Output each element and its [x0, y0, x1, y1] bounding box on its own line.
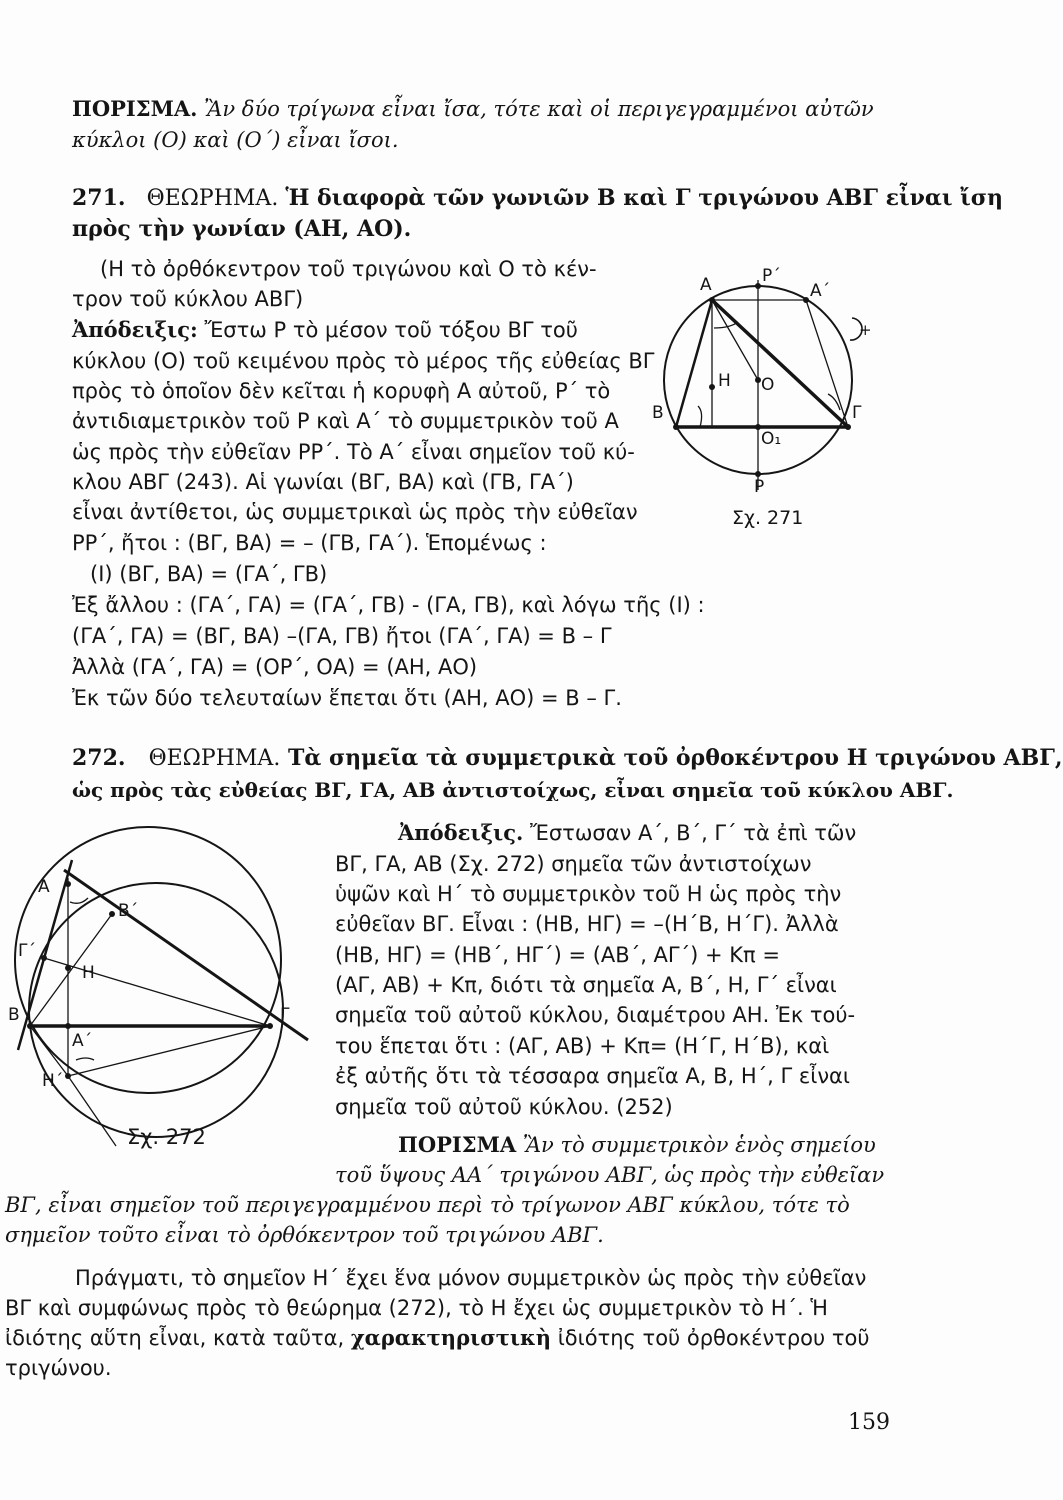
label-P1: Ρ΄: [762, 266, 781, 286]
side-ab: [676, 300, 712, 427]
altitude-cc1: [44, 958, 270, 1026]
porisma-1-line-2: κύκλοι (Ο) καὶ (Ο΄) εἶναι ἴσοι.: [72, 128, 399, 152]
theorem-272-proof-5: (ΗΒ, ΗΓ) = (ΗΒ΄, ΗΓ΄) = (ΑΒ΄, ΑΓ΄) + Κπ =: [335, 943, 780, 967]
theorem-272-proof-4: εὐθεῖαν ΒΓ. Εἶναι : (ΗΒ, ΗΓ) = –(Η΄Β, Η΄Γ). Ἀλλὰ: [335, 912, 839, 936]
page-number: 159: [848, 1410, 890, 1435]
closing-text-a: ἰδιότης αὕτη εἶναι, κατὰ ταῦτα,: [5, 1326, 345, 1350]
porisma-label: ΠΟΡΙΣΜΑ.: [72, 96, 198, 121]
porisma-label: ΠΟΡΙΣΜΑ: [398, 1132, 517, 1157]
porisma-2-line-1: [398, 1132, 876, 1158]
label-A: Α: [700, 275, 712, 295]
label-B: Β: [652, 403, 664, 423]
theorem-271-proof-2: κύκλου (Ο) τοῦ κειμένου πρὸς τὸ μέρος τῆς εὐθείας ΒΓ: [72, 349, 655, 373]
figure-271: [640, 262, 880, 530]
label-O1: Ο₁: [761, 429, 782, 449]
theorem-272-proof-2: ΒΓ, ΓΑ, ΑΒ (Σχ. 272) σημεῖα τῶν ἀντιστοίχων: [335, 852, 812, 876]
theorem-number: 272.: [72, 745, 126, 771]
theorem-label: ΘΕΩΡΗΜΑ.: [146, 186, 279, 211]
theorem-271-proof-13: Ἐκ τῶν δύο τελευταίων ἕπεται ὅτι (ΑΗ, ΑΟ) = Β – Γ.: [72, 686, 622, 710]
label-B: Β: [8, 1005, 20, 1025]
closing-line-3: [5, 1325, 870, 1351]
proof-text: Ἔστωσαν Α΄, Β΄, Γ΄ τὰ ἐπὶ τῶν: [530, 821, 857, 845]
porisma-2-line-2: τοῦ ὕψους ΑΑ΄ τριγώνου ΑΒΓ, ὡς πρὸς τὴν εὐθεῖαν: [335, 1163, 885, 1187]
label-G: Γ: [852, 403, 862, 423]
line-ch1: [68, 1026, 270, 1076]
theorem-271-proof-9: (Ι) (ΒΓ, ΒΑ) = (ΓΑ΄, ΓΒ): [90, 562, 328, 586]
theorem-271-proof-10: Ἐξ ἄλλου : (ΓΑ΄, ΓΑ) = (ΓΑ΄, ΓΒ) - (ΓΑ, ΓΒ), καὶ λόγω τῆς (Ι) :: [72, 593, 705, 617]
label-G: Γ: [280, 1005, 290, 1025]
label-plus: +: [859, 321, 872, 339]
circle-abh1c: [29, 883, 283, 1137]
theorem-272-heading: [72, 745, 1063, 772]
angle-arc-a: [70, 898, 88, 903]
figure-271-caption: Σχ. 271: [732, 507, 804, 529]
theorem-272-proof-9: ἐξ αὐτῆς ὅτι τὰ τέσσαρα σημεῖα Α, Β, Η΄, Γ εἶναι: [335, 1064, 851, 1088]
porisma-2-line-3: ΒΓ, εἶναι σημεῖον τοῦ περιγεγραμμένου περὶ τὸ τρίγωνον ΑΒΓ κύκλου, τότε τὸ: [5, 1193, 850, 1217]
label-H: Η: [82, 963, 95, 983]
theorem-271-proof-1: [72, 317, 578, 343]
theorem-272-statement-2: ὡς πρὸς τὰς εὐθείας ΒΓ, ΓΑ, ΑΒ ἀντιστοίχως, εἶναι σημεῖα τοῦ κύκλου ΑΒΓ.: [72, 778, 954, 802]
theorem-271-proof-3: πρὸς τὸ ὁποῖον δὲν κεῖται ἡ κορυφὴ Α αὐτοῦ, Ρ΄ τὸ: [72, 379, 611, 403]
theorem-272-proof-1: [398, 820, 856, 846]
theorem-272-proof-6: (ΑΓ, ΑΒ) + Κπ, διότι τὰ σημεῖα Α, Β΄, Η, Γ΄ εἶναι: [335, 973, 837, 997]
theorem-272-proof-3: ὑψῶν καὶ Η΄ τὸ συμμετρικὸν τοῦ Η ὡς πρὸς τὴν: [335, 882, 842, 906]
theorem-271-proof-7: εἶναι ἀντίθετοι, ὡς συμμετρικαὶ ὡς πρὸς τὴν εὐθεῖαν: [72, 500, 638, 524]
angle-arc-h1: [76, 1058, 94, 1060]
theorem-statement: Ἡ διαφορὰ τῶν γωνιῶν Β καὶ Γ τριγώνου ΑΒΓ εἶναι ἴση: [285, 185, 1004, 211]
theorem-272-proof-7: σημεῖα τοῦ αὐτοῦ κύκλου, διαμέτρου ΑΗ. Ἐκ τού-: [335, 1003, 856, 1027]
figure-272: [8, 850, 330, 1150]
theorem-271-statement-2: πρὸς τὴν γωνίαν (ΑΗ, ΑΟ).: [72, 216, 412, 242]
label-H1: Η΄: [42, 1071, 64, 1091]
closing-text-c: ἰδιότης τοῦ ὀρθοκέντρου τοῦ: [557, 1326, 870, 1350]
theorem-271-note-2: τρον τοῦ κύκλου ΑΒΓ): [72, 287, 304, 311]
porisma-text: Ἂν δύο τρίγωνα εἶναι ἴσα, τότε καὶ οἱ περιγεγραμμένοι αὐτῶν: [204, 97, 874, 121]
proof-label: Ἀπόδειξις:: [72, 317, 198, 342]
theorem-271-proof-5: ὡς πρὸς τὴν εὐθεῖαν ΡΡ΄. Τὸ Α΄ εἶναι σημεῖον τοῦ κύ-: [72, 440, 635, 464]
label-O: Ο: [761, 375, 775, 395]
porisma-text: Ἂν τὸ συμμετρικὸν ἑνὸς σημείου: [522, 1133, 876, 1157]
closing-line-4: τριγώνου.: [5, 1356, 112, 1380]
theorem-statement: Τὰ σημεῖα τὰ συμμετρικὰ τοῦ ὀρθοκέντρου Η τριγώνου ΑΒΓ,: [287, 745, 1063, 771]
label-A: Α: [38, 877, 50, 897]
label-P: Ρ: [754, 477, 765, 497]
figure-272-caption: Σχ. 272: [127, 1125, 206, 1149]
altitude-bb1: [30, 914, 112, 1026]
label-G1: Γ΄: [18, 941, 36, 961]
proof-text: Ἔστω Ρ τὸ μέσον τοῦ τόξου ΒΓ τοῦ: [204, 318, 578, 342]
theorem-271-proof-12: Ἀλλὰ (ΓΑ΄, ΓΑ) = (ΟΡ΄, ΟΑ) = (ΑΗ, ΑΟ): [72, 655, 478, 679]
label-B1: Β΄: [118, 901, 139, 921]
porisma-2-line-4: σημεῖον τοῦτο εἶναι τὸ ὀρθόκεντρον τοῦ τριγώνου ΑΒΓ.: [5, 1223, 604, 1247]
theorem-272-proof-10: σημεῖα τοῦ αὐτοῦ κύκλου. (252): [335, 1095, 673, 1119]
theorem-271-proof-4: ἀντιδιαμετρικὸν τοῦ Ρ καὶ Α΄ τὸ συμμετρικὸν τοῦ Α: [72, 409, 619, 433]
circumcircle: [15, 827, 281, 1093]
theorem-272-proof-8: του ἕπεται ὅτι : (ΑΓ, ΑΒ) + Κπ= (Η΄Γ, Η΄Β), καὶ: [335, 1034, 830, 1058]
label-A1: Α΄: [810, 281, 831, 301]
theorem-271-proof-6: κλου ΑΒΓ (243). Αἱ γωνίαι (ΒΓ, ΒΑ) καὶ (ΓΒ, ΓΑ΄): [72, 470, 574, 494]
theorem-271-proof-11: (ΓΑ΄, ΓΑ) = (ΒΓ, ΒΑ) –(ΓΑ, ΓΒ) ἤτοι (ΓΑ΄, ΓΑ) = Β – Γ: [72, 624, 612, 648]
theorem-label: ΘΕΩΡΗΜΑ.: [148, 746, 281, 771]
theorem-271-note-1: (Η τὸ ὀρθόκεντρον τοῦ τριγώνου καὶ Ο τὸ κέν-: [100, 257, 597, 281]
closing-emphasis: χαρακτηριστικὴ: [350, 1325, 551, 1350]
theorem-271-proof-8: ΡΡ΄, ἤτοι : (ΒΓ, ΒΑ) = – (ΓΒ, ΓΑ΄). Ἑπομένως :: [72, 531, 547, 555]
theorem-271-heading: [72, 185, 1003, 212]
proof-label: Ἀπόδειξις.: [398, 820, 524, 845]
label-A1: Α΄: [72, 1031, 93, 1051]
line-ao: [712, 300, 758, 380]
closing-line-1: Πράγματι, τὸ σημεῖον Η΄ ἔχει ἕνα μόνον συμμετρικὸν ὡς πρὸς τὴν εὐθεῖαν: [75, 1266, 867, 1290]
angle-arc-b: [698, 406, 702, 427]
closing-line-2: ΒΓ καὶ συμφώνως πρὸς τὸ θεώρημα (272), τὸ Η ἔχει ὡς συμμετρικὸν τὸ Η΄. Ἡ: [5, 1296, 828, 1320]
theorem-number: 271.: [72, 185, 126, 211]
label-H: Η: [718, 371, 731, 391]
porisma-1-line-1: [72, 96, 874, 122]
